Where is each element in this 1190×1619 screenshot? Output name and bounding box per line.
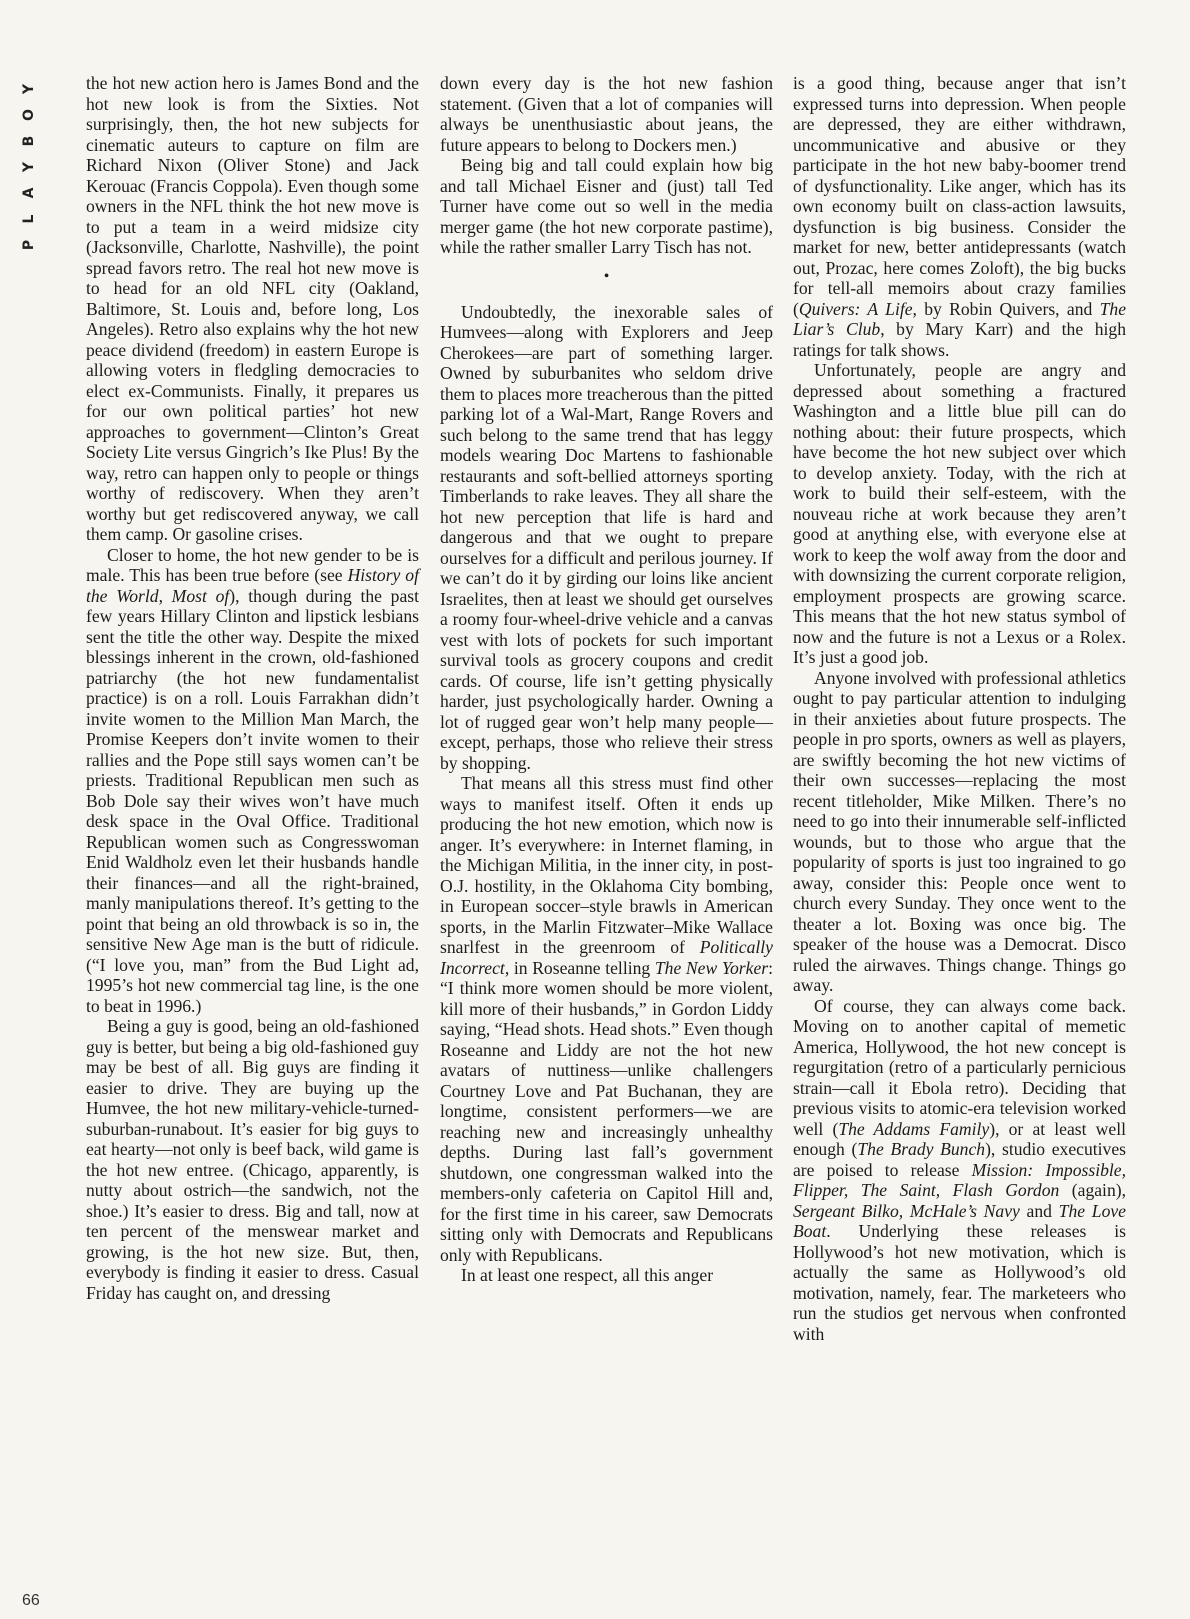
paragraph [440, 773, 773, 1265]
paragraph [793, 360, 1126, 668]
book-title: The Liar’s Club [793, 298, 1126, 339]
paragraph [793, 73, 1126, 360]
paragraph [86, 73, 419, 545]
text-segment: Unfortunately, people are angry and depressed about something a fractured Washington and a little blue pill can do nothing about: their future prospects, which have become the hot new subject over which to develop anxiety. Today, with the rich at work to build their self-esteem, with the nouveau riche at work because they aren’t good at anything else, with everyone else at work to keep the wolf away from the door and with downsizing the current corporate religion, employment prospects are growing scarce. This means that the hot new status symbol of now and the future is not a Lexus or a Rolex. It’s just a good job. [793, 360, 1126, 667]
text-column-2 [440, 73, 773, 1286]
page-number: 66 [22, 1592, 40, 1609]
text-column-3 [793, 73, 1126, 1344]
text-segment: down every day is the hot new fashion statement. (Given that a lot of companies will always be unenthusiastic about jeans, the future appears to belong to Dockers men.) [440, 73, 773, 155]
show-title: The Addams Family [838, 1118, 990, 1139]
section-break-bullet: • [603, 267, 610, 285]
text-segment: Being a guy is good, being an old-fashioned guy is better, but being a big old-fashioned guy may be best of all. Big guys are finding it easier to drive. They are buying up the Humvee, the hot new military-vehicle-turned-suburban-runabout. It’s easier for big guys to eat hearty—not only is beef back, wild game is the hot new entree. (Chicago, apparently, is nutty about ostrich—the sandwich, not the shoe.) It’s easier to dress. Big and tall, now at ten percent of the menswear market and growing, is the hot new size. But, then, everybody is finding it easier to dress. Casual Friday has caught on, and dressing [86, 1016, 419, 1303]
running-head-letter: O [21, 109, 37, 121]
paragraph [793, 996, 1126, 1345]
text-segment: and [1019, 1200, 1059, 1221]
running-head [20, 76, 46, 258]
text-segment: Undoubtedly, the inexorable sales of Humvees—along with Explorers and Jeep Cherokees—are part of something larger. Owned by suburbanites who seldom drive them to places more treacherous than the pitted parking lot of a Wal-Mart, Range Rovers and such belong to the same trend that has leggy models wearing Doc Martens to fashionable restaurants and soft-bellied attorneys sporting Timberlands to rake leaves. They all share the hot new perception that life is hard and dangerous and that we ought to prepare ourselves for a difficult and perilous journey. If we can’t do it by girding our loins like ancient Israelites, then at least we should get ourselves a roomy four-wheel-drive vehicle and a canvas vest with lots of pockets for such important survival tools as grocery coupons and credit cards. Of course, life isn’t getting physically harder, just psychologically harder. Owning a lot of rugged gear won’t help many people—except, perhaps, those who relieve their stress by shopping. [440, 301, 773, 773]
show-title: Mission: Impossible, Flipper, The Saint, Flash Gordon [793, 1159, 1126, 1200]
book-title: History of the World, Most of [86, 565, 419, 606]
text-segment: Being big and tall could explain how big and tall Michael Eisner and (just) tall Ted Turner have come out so well in the media merger game (the hot new corporate pastime), while the rather smaller Larry Tisch has not. [440, 155, 773, 257]
text-segment: the hot new action hero is James Bond and the hot new look is from the Sixties. Not surprisingly, then, the hot new subjects for cinematic auteurs to capture on film are Richard Nixon (Oliver Stone) and Jack Kerouac (Francis Coppola). Even though some owners in the NFL think the hot new move is to put a team in a weird midsize city (Jacksonville, Charlotte, Nashville), the point spread favors retro. The real hot new move is to head for an old NFL city (Oakland, Baltimore, St. Louis and, before long, Los Angeles). Retro also explains why the hot new peace dividend (freedom) in eastern Europe is allowing voters in fledgling democracies to elect ex-Communists. Finally, it prepares us for our own political parties’ hot new approaches to government—Clinton’s Great Society Lite versus Gingrich’s Ike Plus! By the way, retro can happen only to people or things worthy of rediscovery. When they aren’t worthy but get rediscovered anyway, we call them camp. Or gasoline crises. [86, 73, 419, 544]
text-segment: ), though during the past few years Hillary Clinton and lipstick lesbians sent the title the other way. Despite the mixed blessings inherent in the crown, old-fashioned patriarchy (the hot new fundamentalist practice) is on a roll. Louis Farrakhan didn’t invite women to the Million Man March, the Promise Keepers don’t invite women to their rallies and the Pope still says women can’t be priests. Traditional Republican men such as Bob Dole say their wives won’t have much desk space in the Oval Office. Traditional Republican women such as Congresswoman Enid Waldholz even let their husbands handle their finances—and all the right-brained, manly manipulations thereof. It’s getting to the point that being an old throwback is so in, the sensitive New Age man is the butt of ridicule. (“I love you, man” from the Bud Light ad, 1995’s hot new commercial tag line, is the one to beat in 1996.) [86, 585, 419, 1016]
paragraph [440, 302, 773, 774]
running-head-letter: P [21, 239, 37, 251]
text-segment: ), studio executives are poised to release [793, 1139, 1126, 1180]
text-segment: : “I think more women should be more violent, kill more of their husbands,” in Gordon Liddy saying, “Head shots. Head shots.” Even though Roseanne and Liddy are not the hot new avatars of nuttiness—unlike challengers Courtney Love and Pat Buchanan, they are longtime, consistent performers—we are reaching new and increasingly unhealthy depths. During last fall’s government shutdown, one congressman walked into the members-only cafeteria on Capitol Hill and, for the first time in his career, saw Democrats sitting only with Democrats and Republicans only with Republicans. [440, 957, 773, 1265]
running-head-letter: Y [21, 83, 37, 95]
text-segment: That means all this stress must find other ways to manifest itself. Often it ends up producing the hot new emotion, which now is anger. It’s everywhere: in Internet flaming, in the Michigan Militia, in the inner city, in post-O.J. hostility, in the Oklahoma City bombing, in European soccer–style brawls in American sports, in the Marlin Fitzwater–Mike Wallace snarlfest in the greenroom of [440, 773, 773, 957]
paragraph [440, 1265, 773, 1286]
text-segment: , in Roseanne telling [504, 957, 655, 978]
text-segment: , by Robin Quivers, and [912, 298, 1100, 319]
book-title: Quivers: A Life [798, 298, 913, 319]
paragraph [440, 73, 773, 155]
text-segment: ), or at least well enough ( [793, 1118, 1126, 1159]
show-title: Sergeant Bilko, McHale’s Navy [793, 1200, 1020, 1221]
paragraph [86, 1016, 419, 1303]
paragraph [793, 668, 1126, 996]
paragraph [440, 155, 773, 258]
text-segment: (again), [1059, 1180, 1126, 1200]
running-head-letter: Y [21, 161, 37, 173]
show-title: The Brady Bunch [857, 1139, 986, 1159]
paragraph [86, 545, 419, 1017]
running-head-letter: A [21, 187, 37, 199]
text-segment: Closer to home, the hot new gender to be is male. This has been true before (see [86, 544, 419, 585]
text-segment: . Underlying these releases is Hollywood’s hot new motivation, which is actually the same as Hollywood’s old motivation, namely, fear. The marketeers who run the studios get nervous when confronted with [793, 1221, 1126, 1344]
magazine-title: The New Yorker [654, 957, 769, 978]
running-head-letter: L [21, 214, 37, 224]
running-head-letter: B [21, 135, 37, 147]
text-segment: Anyone involved with professional athletics ought to pay particular attention to indulging in their anxieties about future prospects. The people in pro sports, owners as well as players, are swiftly becoming the hot new victims of their own successes—replacing the most recent titleholder, Mike Milken. There’s no need to go into their innumerable self-inflicted wounds, but to those who argue that the popularity of sports is just too ingrained to go away, consider this: People once went to church every Sunday. They once went to the theater a lot. Boxing was once big. The speaker of the house was a Democrat. Disco ruled the airwaves. Things change. Things go away. [793, 667, 1126, 995]
text-column-1 [86, 73, 419, 1303]
show-title: Politically Incorrect [440, 937, 773, 978]
text-segment: Of course, they can always come back. Moving on to another capital of memetic America, Hollywood, the hot new concept is regurgitation (retro of a particularly pernicious strain—call it Ebola retro). Deciding that previous visits to atomic-era television worked well ( [793, 995, 1126, 1139]
text-segment: is a good thing, because anger that isn’t expressed turns into depression. When people are depressed, they are either withdrawn, uncommunicative and abusive or they participate in the hot new baby-boomer trend of dysfunctionality. Like anger, which has its own economy built on class-action lawsuits, dysfunction is big business. Consider the market for new, better antidepressants (watch out, Prozac, here comes Zoloft), the big bucks for tell-all memoirs about crazy families ( [793, 73, 1126, 319]
text-segment: , by Mary Karr) and the high ratings for talk shows. [793, 319, 1126, 360]
show-title: The Love Boat [793, 1200, 1126, 1241]
text-segment: In at least one respect, all this anger [461, 1265, 714, 1285]
